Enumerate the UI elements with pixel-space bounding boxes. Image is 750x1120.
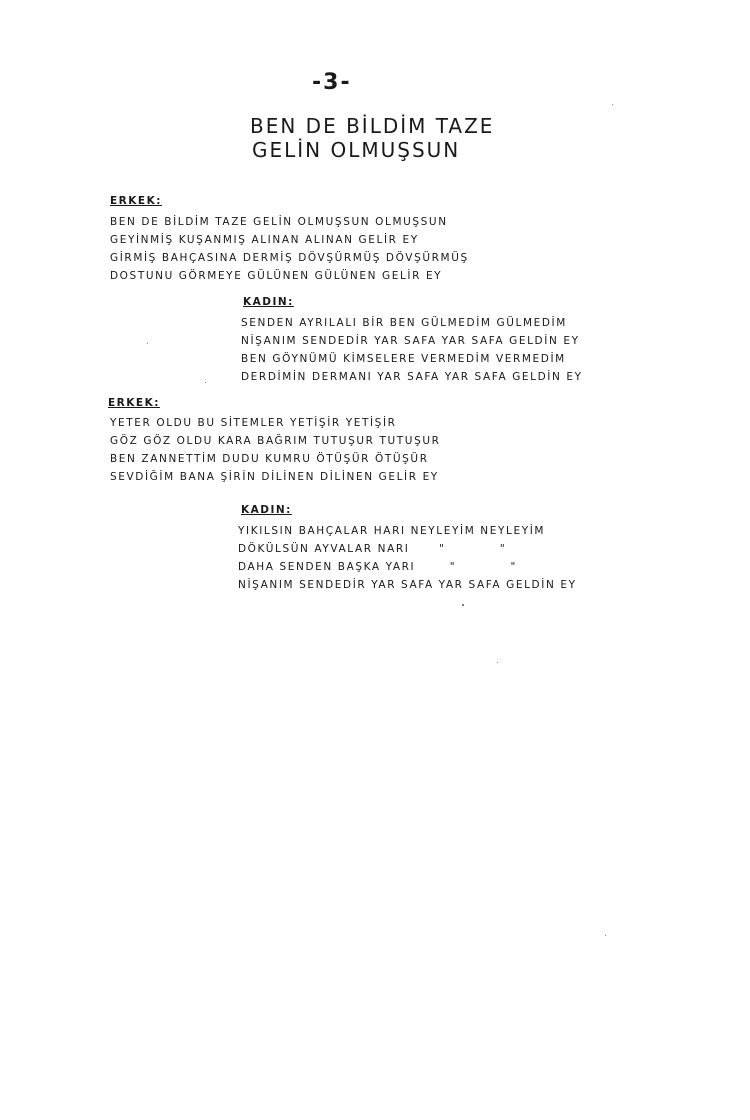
song-title — [250, 114, 494, 162]
speaker-label-erkek: ERKEK: — [108, 397, 160, 409]
verse-line: GİRMİŞ BAHÇASINA DERMİŞ DÖVŞÜRMÜŞ DÖVŞÜRMÜŞ — [110, 252, 469, 264]
stanza-erkek-2 — [110, 414, 441, 486]
stanza-kadin-1 — [241, 314, 583, 386]
verse-line: GEYİNMİŞ KUŞANMIŞ ALINAN ALINAN GELİR EY — [110, 234, 419, 246]
song-title-line-2: GELİN OLMUŞSUN — [252, 138, 461, 162]
song-title-line-1: BEN DE BİLDİM TAZE — [250, 114, 495, 138]
verse-line: YIKILSIN BAHÇALAR HARI NEYLEYİM NEYLEYİM — [238, 525, 546, 537]
verse-line: DERDİMİN DERMANI YAR SAFA YAR SAFA GELDİN EY — [241, 371, 583, 383]
scan-speck — [205, 382, 206, 383]
scan-speck — [462, 604, 464, 606]
verse-line: BEN ZANNETTİM DUDU KUMRU ÖTÜŞÜR ÖTÜŞÜR — [110, 453, 429, 465]
speaker-label-kadin: KADIN: — [241, 504, 292, 516]
verse-line: GÖZ GÖZ OLDU KARA BAĞRIM TUTUŞUR TUTUŞUR — [110, 435, 441, 447]
stanza-kadin-2 — [238, 522, 577, 594]
verse-line: SENDEN AYRILALI BİR BEN GÜLMEDİM GÜLMEDİM — [241, 317, 567, 329]
verse-line: YETER OLDU BU SİTEMLER YETİŞİR YETİŞİR — [110, 417, 397, 429]
verse-line: NİŞANIM SENDEDİR YAR SAFA YAR SAFA GELDİN EY — [238, 579, 577, 591]
scan-speck — [612, 104, 613, 105]
verse-line: DÖKÜLSÜN AYVALAR NARI " " — [238, 543, 507, 555]
scan-speck — [497, 662, 498, 663]
page-number: -3- — [312, 70, 352, 95]
scan-speck — [605, 935, 606, 936]
verse-line: BEN GÖYNÜMÜ KİMSELERE VERMEDİM VERMEDİM — [241, 353, 566, 365]
speaker-label-kadin: KADIN: — [243, 296, 294, 308]
verse-line: SEVDİĞİM BANA ŞİRİN DİLİNEN DİLİNEN GELİR EY — [110, 471, 439, 483]
scan-speck — [147, 343, 148, 344]
verse-line: BEN DE BİLDİM TAZE GELİN OLMUŞSUN OLMUŞSUN — [110, 216, 448, 228]
speaker-label-erkek: ERKEK: — [110, 195, 162, 207]
verse-line: DOSTUNU GÖRMEYE GÜLÜNEN GÜLÜNEN GELİR EY — [110, 270, 443, 282]
stanza-erkek-1 — [110, 213, 469, 285]
verse-line: DAHA SENDEN BAŞKA YARI " " — [238, 561, 517, 573]
verse-line: NİŞANIM SENDEDİR YAR SAFA YAR SAFA GELDİN EY — [241, 335, 580, 347]
